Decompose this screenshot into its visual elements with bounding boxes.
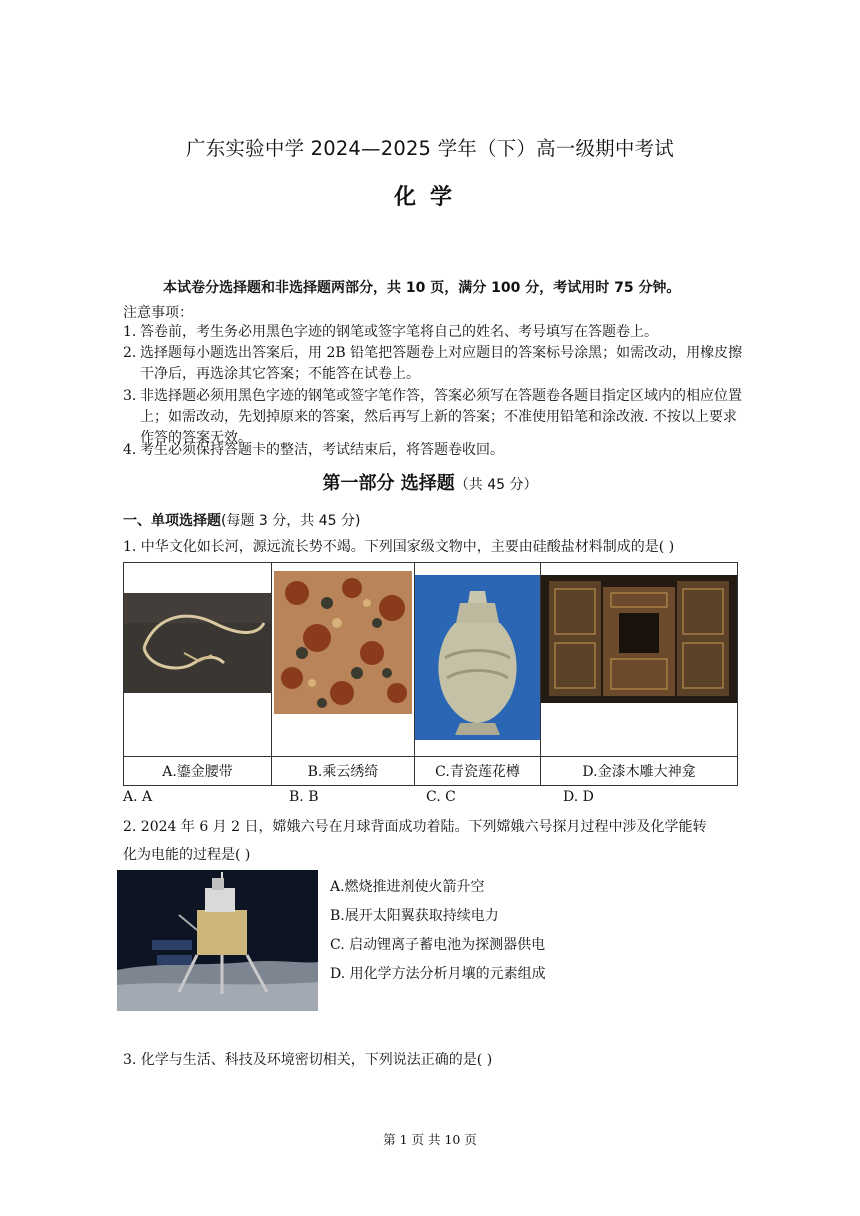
question-1-stem: 1. 中华文化如长河，源远流长势不竭。下列国家级文物中，主要由硅酸盐材料制成的是( ) <box>123 539 675 555</box>
page-footer: 第 1 页 共 10 页 <box>383 1132 477 1147</box>
relic-label-b: B.乘云绣绮 <box>272 757 415 786</box>
relic-label-a: A.鎏金腰带 <box>124 757 272 786</box>
exam-subject: 化学 <box>393 185 466 210</box>
note-item-1 <box>123 322 743 343</box>
note-number: 4． <box>123 442 146 458</box>
lunar-lander-image <box>117 870 318 1011</box>
relic-cell-d <box>541 563 738 757</box>
relic-label-c: C.青瓷莲花樽 <box>415 757 541 786</box>
q1-option-d: D. D <box>563 789 594 805</box>
part1-heading <box>0 469 860 495</box>
note-item-2 <box>123 343 743 385</box>
note-number: 2． <box>123 345 146 361</box>
celadon-lotus-vessel-image <box>415 563 540 752</box>
section1-points: (每题 3 分，共 45 分) <box>221 513 361 529</box>
note-text: 考生必须保持答题卡的整洁，考试结束后，将答题卷收回。 <box>140 442 504 458</box>
q1-option-a: A. A <box>123 789 153 805</box>
note-text: 非选择题必须用黑色字迹的钢笔或签字笔作答，答案必须写在答题卷各题目指定区域内的相应位置上；如需改动，先划掉原来的答案，然后再写上新的答案；不准使用铅笔和涂改液. 不按以上要求作答的答案无效。 <box>140 388 742 446</box>
q2-option-b: B.展开太阳翼获取持续电力 <box>330 908 499 924</box>
section1-heading <box>123 510 360 530</box>
relics-table <box>123 562 738 786</box>
exam-title: 广东实验中学 2024—2025 学年（下）高一级期中考试 <box>186 137 674 160</box>
q1-option-b: B. B <box>289 789 319 805</box>
note-item-4 <box>123 440 743 461</box>
note-number: 3． <box>123 388 146 404</box>
relic-cell-a <box>124 563 272 757</box>
gilt-belt-image <box>124 563 271 752</box>
part1-title: 第一部分 选择题 <box>322 473 455 494</box>
relic-cell-c <box>415 563 541 757</box>
q2-option-c: C. 启动锂离子蓄电池为探测器供电 <box>330 937 546 953</box>
relic-label-d: D.金漆木雕大神龛 <box>541 757 738 786</box>
q2-option-d: D. 用化学方法分析月壤的元素组成 <box>330 966 546 982</box>
note-number: 1． <box>123 324 146 340</box>
note-text: 答卷前，考生务必用黑色字迹的钢笔或签字笔将自己的姓名、考号填写在答题卷上。 <box>140 324 658 340</box>
relic-cell-b <box>272 563 415 757</box>
part1-points: （共 45 分） <box>454 477 538 493</box>
exam-intro: 本试卷分选择题和非选择题两部分，共 10 页，满分 100 分，考试用时 75 分钟。 <box>163 280 681 296</box>
section1-title: 一、单项选择题 <box>123 513 221 529</box>
question-2-stem-line1: 2. 2024 年 6 月 2 日，嫦娥六号在月球背面成功着陆。下列嫦娥六号探月过程中涉及化学能转 <box>123 819 707 835</box>
question-3-stem: 3. 化学与生活、科技及环境密切相关，下列说法正确的是( ) <box>123 1052 493 1068</box>
question-2-stem-line2: 化为电能的过程是( ) <box>123 847 251 863</box>
cloud-embroidery-image <box>272 563 414 752</box>
notes-heading: 注意事项： <box>123 305 193 321</box>
lacquered-shrine-image <box>541 563 737 752</box>
q2-option-a: A.燃烧推进剂使火箭升空 <box>330 879 485 895</box>
note-text: 选择题每小题选出答案后，用 2B 铅笔把答题卷上对应题目的答案标号涂黑；如需改动，用橡皮擦干净后，再选涂其它答案；不能答在试卷上。 <box>140 345 743 382</box>
q1-option-c: C. C <box>426 789 456 805</box>
